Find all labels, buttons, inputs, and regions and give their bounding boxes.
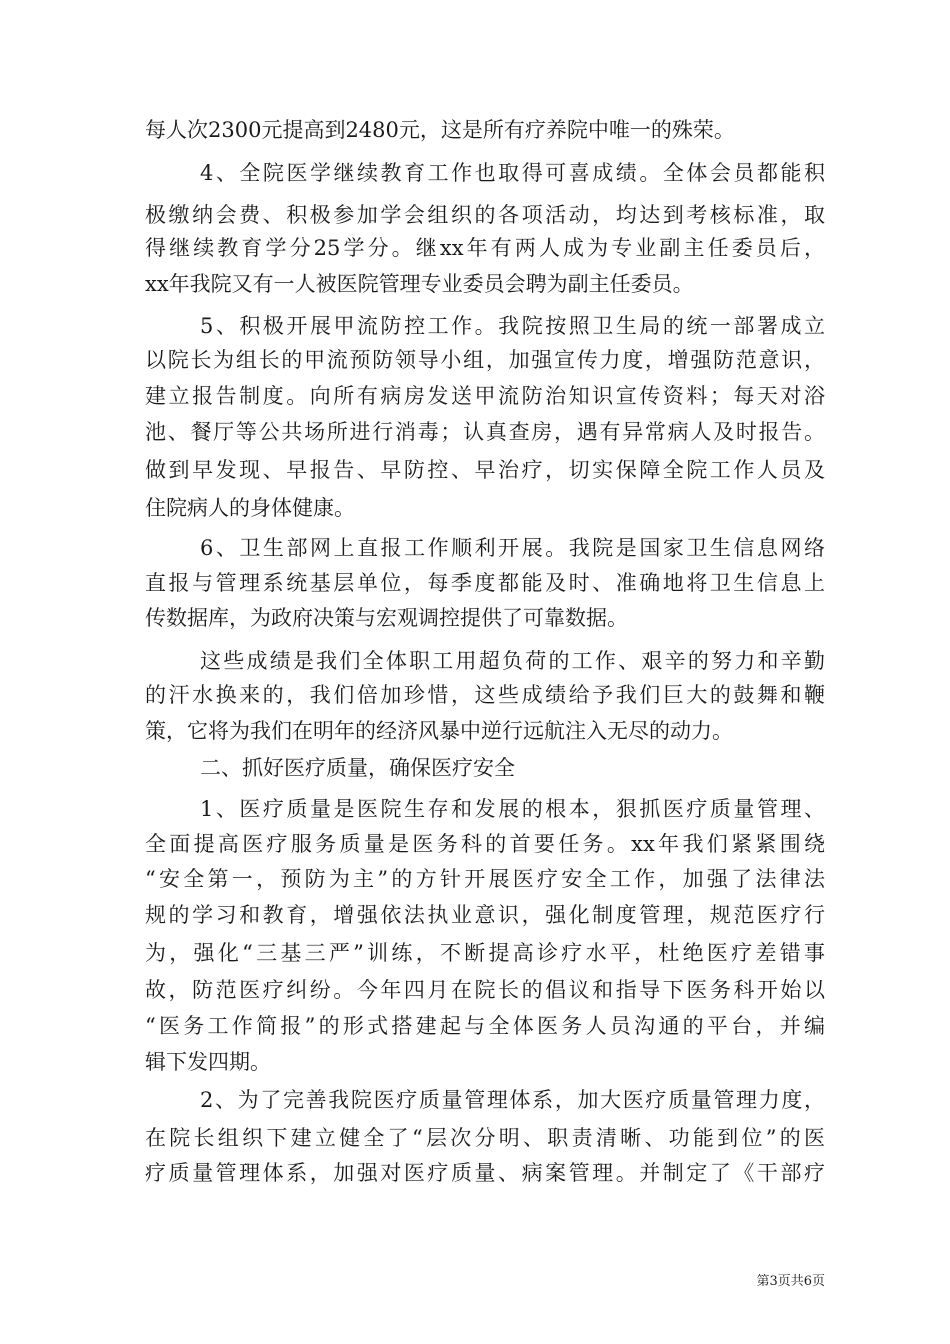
text-line: 疗质量管理体系，加强对医疗质量、病案管理。并制定了《干部疗 (145, 1161, 825, 1185)
text-line: 以院长为组长的甲流预防领导小组，加强宣传力度，增强防范意识， (145, 348, 825, 372)
text-line: 故，防范医疗纠纷。今年四月在院长的倡议和指导下医务科开始以 (145, 978, 825, 1002)
text-line: 策，它将为我们在明年的经济风暴中逆行远航注入无尽的动力。 (145, 719, 733, 743)
text-line: 得继续教育学分25学分。继xx年有两人成为专业副主任委员后， (145, 236, 825, 260)
text-line: 6、卫生部网上直报工作顺利开展。我院是国家卫生信息网络 (200, 536, 825, 560)
text-line: 做到早发现、早报告、早防控、早治疗，切实保障全院工作人员及 (145, 458, 825, 482)
text-line: “医务工作简报”的形式搭建起与全体医务人员沟通的平台，并编 (145, 1014, 825, 1038)
text-line: 5、积极开展甲流防控工作。我院按照卫生局的统一部署成立 (200, 314, 825, 338)
text-line: 直报与管理系统基层单位，每季度都能及时、准确地将卫生信息上 (145, 571, 825, 595)
page-number: 第3页共6页 (756, 1274, 825, 1289)
text-line: xx年我院又有一人被医院管理专业委员会聘为副主任委员。 (145, 272, 694, 296)
text-line: 池、餐厅等公共场所进行消毒；认真查房，遇有异常病人及时报告。 (145, 420, 825, 444)
text-line: 在院长组织下建立健全了“层次分明、职责清晰、功能到位”的医 (145, 1126, 825, 1150)
text-line: 全面提高医疗服务质量是医务科的首要任务。xx年我们紧紧围绕 (145, 832, 825, 856)
text-line: 2、为了完善我院医疗质量管理体系，加大医疗质量管理力度， (200, 1088, 825, 1112)
text-line: 这些成绩是我们全体职工用超负荷的工作、艰辛的努力和辛勤 (200, 649, 825, 673)
text-line: 4、全院医学继续教育工作也取得可喜成绩。全体会员都能积 (200, 161, 825, 185)
text-line: 建立报告制度。向所有病房发送甲流防治知识宣传资料；每天对浴 (145, 384, 825, 408)
text-line: 住院病人的身体健康。 (145, 496, 355, 520)
text-line: 极缴纳会费、积极参加学会组织的各项活动，均达到考核标准，取 (145, 203, 825, 227)
text-line: 1、医疗质量是医院生存和发展的根本，狠抓医疗质量管理、 (200, 797, 825, 821)
text-line: 辑下发四期。 (145, 1050, 271, 1074)
text-line: 为，强化“三基三严”训练，不断提高诊疗水平，杜绝医疗差错事 (145, 941, 825, 965)
section-heading: 二、抓好医疗质量，确保医疗安全 (200, 756, 515, 780)
text-line: “安全第一，预防为主”的方针开展医疗安全工作，加强了法律法 (145, 867, 825, 891)
text-line: 每人次2300元提高到2480元，这是所有疗养院中唯一的殊荣。 (145, 118, 735, 142)
text-line: 的汗水换来的，我们倍加珍惜，这些成绩给予我们巨大的鼓舞和鞭 (145, 683, 825, 707)
text-line: 传数据库，为政府决策与宏观调控提供了可靠数据。 (145, 606, 628, 630)
text-line: 规的学习和教育，增强依法执业意识，强化制度管理，规范医疗行 (145, 903, 825, 927)
